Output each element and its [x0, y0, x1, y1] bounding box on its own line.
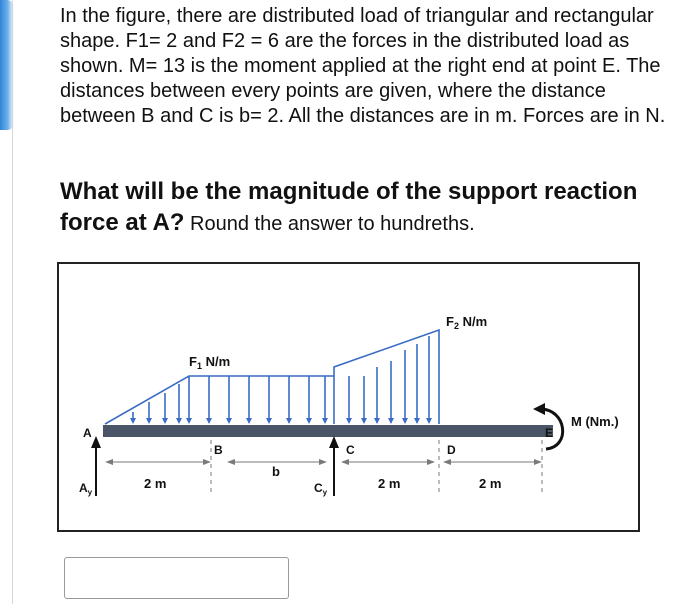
load-arrowheads — [130, 418, 432, 424]
distributed-loads — [105, 330, 439, 424]
moment-label: M (Nm.) — [571, 414, 619, 429]
left-divider — [12, 0, 13, 604]
question-text — [60, 176, 690, 240]
beam — [103, 425, 553, 437]
question-bold: What will be the magnitude of the support reaction force at A? — [60, 178, 638, 236]
dim-de-label: 2 m — [479, 476, 502, 491]
problem-statement: In the figure, there are distributed load of triangular and rectangular shape. F1= 2 and F2 = 6 are the forces in the distributed load as shown. M= 13 is the moment applied at the right end at point E. The distances between every points are given, where the distance between B and C is b= 2. All the distances are in m. Forces are in N. — [60, 5, 666, 127]
point-d-label: D — [447, 443, 456, 457]
dim-cd-label: 2 m — [378, 476, 401, 491]
dim-bc-label: b — [272, 464, 280, 479]
point-a-label: A — [83, 426, 92, 440]
answer-input[interactable] — [64, 557, 289, 599]
load-outline-f1 — [105, 376, 334, 424]
point-c-label: C — [346, 443, 355, 457]
beam-figure — [57, 262, 640, 532]
support-c-reaction — [329, 436, 339, 496]
question-instruction: Round the answer to hundreths. — [184, 213, 475, 235]
dim-ab-label: 2 m — [144, 476, 167, 491]
beam-diagram — [59, 264, 638, 530]
cy-reaction-label: $C_y$ — [314, 481, 328, 497]
point-e-label: E — [545, 426, 554, 440]
f1-load-label: $F_1$ N/m — [189, 354, 231, 371]
support-a-reaction — [91, 436, 101, 496]
ay-reaction-label: $A_y$ — [79, 481, 93, 497]
point-b-label: B — [214, 443, 223, 457]
f2-load-label: $F_2$ N/m — [446, 314, 488, 331]
